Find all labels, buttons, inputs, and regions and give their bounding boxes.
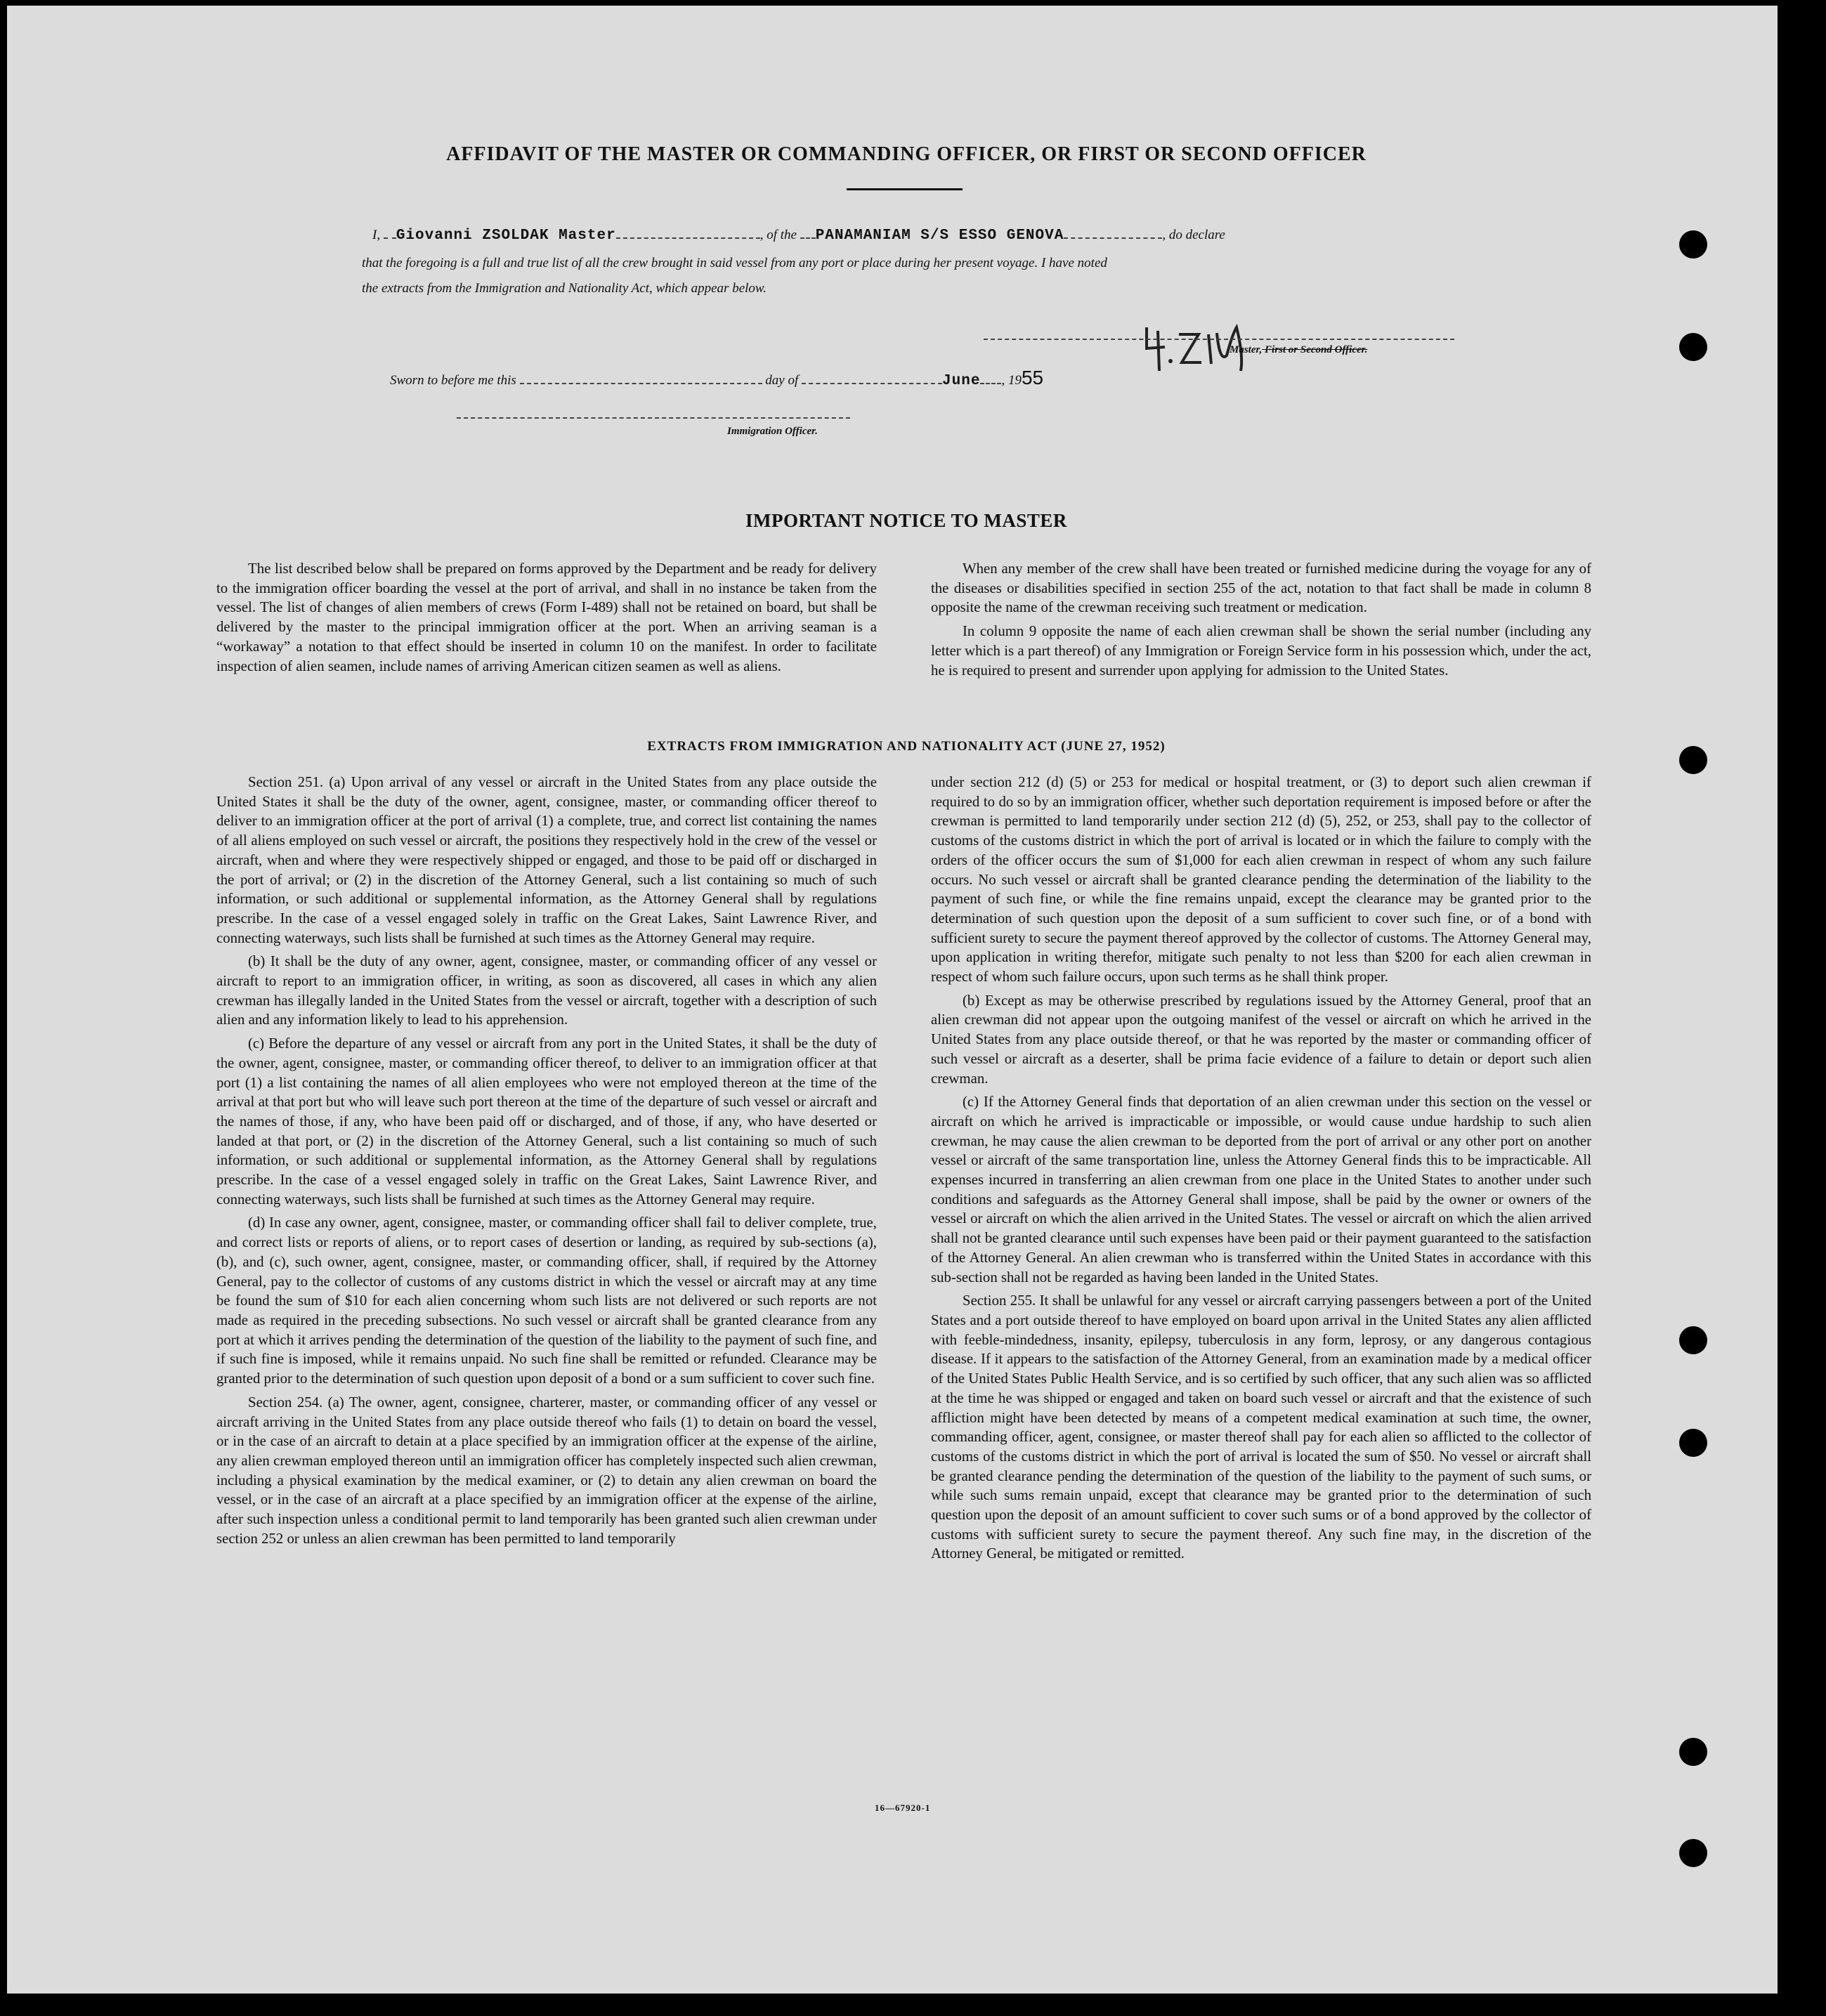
notice-title: IMPORTANT NOTICE TO MASTER <box>745 510 1067 531</box>
extracts-left-column <box>216 773 877 1552</box>
sworn-line <box>390 367 1043 389</box>
sworn-label: Sworn to before me this <box>390 373 516 388</box>
punch-hole <box>1679 1839 1707 1867</box>
declaration-line <box>372 223 1454 244</box>
punch-hole <box>1679 230 1707 258</box>
extracts-title: EXTRACTS FROM IMMIGRATION AND NATIONALITY ACT (JUNE 27, 1952) <box>647 739 1166 754</box>
section-251d: (d) In case any owner, agent, consignee, master, or commanding officer shall fail to deliver complete, true, and correct lists or reports of aliens, or to report cases of desertion or landing, as required by sub-sections (a), (b), and (c), such owner, agent, consignee, master, or commanding officer, shall, if required by the Attorney General, pay to the collector of customs of any customs district in which the vessel or aircraft may at any time be found the sum of $10 for each alien concerning whom such lists are not delivered or such reports are not made as required in the preceding subsections. No such vessel or aircraft shall be granted clearance from any port at which it arrives pending the determination of the question of the liability to the payment of such fine, and if such fine is imposed, while it remains unpaid. No such fine shall be remitted or refunded. Clearance may be granted prior to the determination of such question upon deposit of a bond or a sum sufficient to cover such fine. <box>216 1215 877 1387</box>
punch-hole <box>1679 333 1707 361</box>
section-254a-cont: under section 212 (d) (5) or 253 for medical or hospital treatment, or (3) to deport such alien crewman if required to do so by an immigration officer, whether such deportation requirement is imposed before or after the crewman is permitted to land temporarily under section 212 (d) (5), 252, or 253, shall pay to the collector of customs of the customs district in which the port of arrival is located or in which the failure to comply with the orders of the officer occurs the sum of $1,000 for each alien crewman in respect of whom any such failure occurs. No such vessel or aircraft shall be granted clearance pending the determination of the liability to the payment of such fine, or while the fine remains unpaid, except the clearance may be granted prior to the determination of such question upon the deposit of a sum sufficient to cover such fine, or of a bond with sufficient surety to secure the payment thereof approved by the collector of customs. The Attorney General may, upon application in writing therefor, mitigate such penalty to not less than $200 for each alien crewman in respect of whom such failure occurs, upon such terms as he shall think proper. <box>931 774 1591 986</box>
punch-hole <box>1679 1429 1707 1457</box>
do-declare-label: , do declare <box>1162 228 1225 242</box>
section-251c: (c) Before the departure of any vessel or aircraft from any port in the United States, it shall be the duty of the owner, agent, consignee, master, or commanding officer thereof, to deliver to an immigration officer at that port (1) a list containing the names of all alien employees who were not employed thereon at the time of the arrival at that port but who will leave such port thereon at the time of the departure of such vessel or aircraft and the names of those, if any, who have been paid off or discharged, and of those, if any, who have deserted or landed at that port, or (2) in the discretion of the Attorney General, such a list containing so much of such information, or such additional or supplemental information, as the Attorney General shall by regulations prescribe. In the case of a vessel engaged solely in traffic on the Great Lakes, Saint Lawrence River, and connecting waterways, such lists shall be furnished at such times as the Attorney General may require. <box>216 1035 877 1207</box>
section-251a: Section 251. (a) Upon arrival of any vessel or aircraft in the United States from any place outside the United States it shall be the duty of the owner, agent, consignee, master, or commanding officer thereof to deliver to an immigration officer at the port of arrival (1) a complete, true, and correct list containing the names of all aliens employed on such vessel or aircraft, the positions they respectively hold in the crew of the vessel or aircraft, when and where they were respectively shipped or engaged, and those to be paid off or discharged in the port of arrival; or (2) in the discretion of the Attorney General, such a list containing so much of such information, or such additional or supplemental information, as the Attorney General shall by regulations prescribe. In the case of a vessel engaged solely in traffic on the Great Lakes, Saint Lawrence River, and connecting waterways, such lists shall be furnished at such times as the Attorney General may require. <box>216 774 877 946</box>
notice-right-column <box>931 559 1591 684</box>
declaration-text-2: the extracts from the Immigration and Nationality Act, which appear below. <box>362 281 767 296</box>
officer-signature-line <box>457 417 850 419</box>
punch-hole <box>1679 1738 1707 1766</box>
of-the-label: , of the <box>759 228 797 242</box>
section-254b: (b) Except as may be otherwise prescribed by regulations issued by the Attorney General, proof that an alien crewman did not appear upon the outgoing manifest of the vessel or aircraft on which he arrived in the United States from any place outside thereof, or that he was reported by the master or commanding officer of such vessel or aircraft as a deserter, shall be prima facie evidence of a failure to detain or deport such alien crewman. <box>931 992 1591 1087</box>
vessel-name: PANAMANIAM S/S ESSO GENOVA <box>815 228 1064 244</box>
notice-right-paragraph-2: In column 9 opposite the name of each alien crewman shall be shown the serial number (including any letter which is a part thereof) of any Immigration or Foreign Service form in his possession which, under the act, he is required to present and surrender upon applying for admission to the United States. <box>931 623 1591 679</box>
notice-left-column <box>216 559 877 680</box>
notice-right-paragraph-1: When any member of the crew shall have been treated or furnished medicine during the voyage for any of the diseases or disabilities specified in section 255 of the act, notation to that fact shall be made in column 8 opposite the name of the crewman receiving such treatment or medication. <box>931 561 1591 616</box>
declaration-text-1: that the foregoing is a full and true list of all the crew brought in said vessel from any port or place during her present voyage. I have noted <box>362 256 1107 270</box>
document-page <box>7 6 1778 1994</box>
form-code: 16—67920-1 <box>875 1802 931 1813</box>
day-of-label: day of <box>765 373 799 388</box>
punch-hole <box>1679 1326 1707 1354</box>
section-254c: (c) If the Attorney General finds that deportation of an alien crewman under this section on the vessel or aircraft on which he arrived is impracticable or impossible, or would cause undue hardship to such alien crewman, he may cause the alien crewman to be deported from the port of arrival or any other port on another vessel or aircraft of the same transportation line, unless the Attorney General finds this to be impracticable. All expenses incurred in transferring an alien crewman from one place in the United States to another under such conditions and safeguards as the Attorney General shall impose, shall be paid by the owner or owners of the vessel or aircraft on which the alien arrived in the United States. The vessel or aircraft on which the alien arrived shall not be granted clearance until such expenses have been paid or their payment guaranteed to the satisfaction of the Attorney General. An alien crewman who is transferred within the United States in accordance with this sub-section shall not be regarded as having been landed in the United States. <box>931 1094 1591 1285</box>
section-254a: Section 254. (a) The owner, agent, consignee, charterer, master, or commanding officer of any vessel or aircraft arriving in the United States from any place outside thereof who fails (1) to detain on board the vessel, or in the case of an aircraft to detain at a place specified by an immigration officer at the expense of the airline, any alien crewman employed thereon until an immigration officer has completely inspected such alien crewman, including a physical examination by the medical examiner, or (2) to detain any alien crewman on board the vessel, or in the case of an aircraft at a place specified by an immigration officer at the expense of the airline, after such inspection unless a conditional permit to land temporarily has been granted such alien crewman under section 252 or unless an alien crewman has been permitted to land temporarily <box>216 1394 877 1547</box>
section-255: Section 255. It shall be unlawful for any vessel or aircraft carrying passengers between a port of the United States and a port outside thereof to have employed on board upon arrival in the United States any alien afflicted with feeble-mindedness, insanity, epilepsy, tuberculosis in any form, leprosy, or any dangerous contagious disease. If it appears to the satisfaction of the Attorney General, from an examination made by a medical officer of the United States Public Health Service, and is so certified by such officer, that any such alien was so afflicted at the time he was shipped or engaged and taken on board such vessel or aircraft and that the existence of such affliction might have been detected by means of a competent medical examination at such time, the owner, commanding officer, agent, consignee, or master thereof shall pay for each alien so afflicted to the collector of customs of the customs district in which the port of arrival is located the sum of $50. No vessel or aircraft shall be granted clearance pending the determination of the question of the liability to the payment of such sums, or while such sums remain unpaid, except that clearance may be granted prior to the determination of such question upon the deposit of an amount sufficient to cover such sums or of a bond approved by the collector of customs with sufficient surety to secure the payment thereof. Any such fine may, in the discretion of the Attorney General, be mitigated or remitted. <box>931 1292 1591 1562</box>
notice-left-paragraph: The list described below shall be prepared on forms approved by the Department and be ready for delivery to the immigration officer boarding the vessel at the port of arrival, and shall in no instance be taken from the vessel. The list of changes of alien members of crews (Form I-489) shall not be retained on board, but shall be delivered by the master to the principal immigration officer at the port. When an arriving seaman is a “workaway” a notation to that effect should be inserted in column 10 on the manifest. In order to facilitate inspection of alien seamen, include names of arriving American citizen seamen as well as aliens. <box>216 561 877 674</box>
year-prefix: , 19 <box>1001 373 1022 388</box>
affidavit-title: AFFIDAVIT OF THE MASTER OR COMMANDING OFFICER, OR FIRST OR SECOND OFFICER <box>446 143 1367 165</box>
extracts-right-column <box>931 773 1591 1568</box>
officer-caption: Immigration Officer. <box>727 426 818 437</box>
lead-i: I, <box>372 228 381 242</box>
signature-line <box>984 339 1454 340</box>
month-value: June <box>942 373 981 389</box>
year-value: 55 <box>1021 367 1044 388</box>
title-rule <box>847 188 963 190</box>
signature-caption: Master, First or Second Officer. <box>1230 344 1368 355</box>
section-251b: (b) It shall be the duty of any owner, agent, consignee, master, or commanding officer of any vessel or aircraft to report to an immigration officer, in writing, as soon as discovered, all cases in which any alien crewman has illegally landed in the United States from the vessel or aircraft, together with a description of such alien and any information likely to lead to his apprehension. <box>216 953 877 1028</box>
declarant-name: Giovanni ZSOLDAK Master <box>396 228 616 244</box>
